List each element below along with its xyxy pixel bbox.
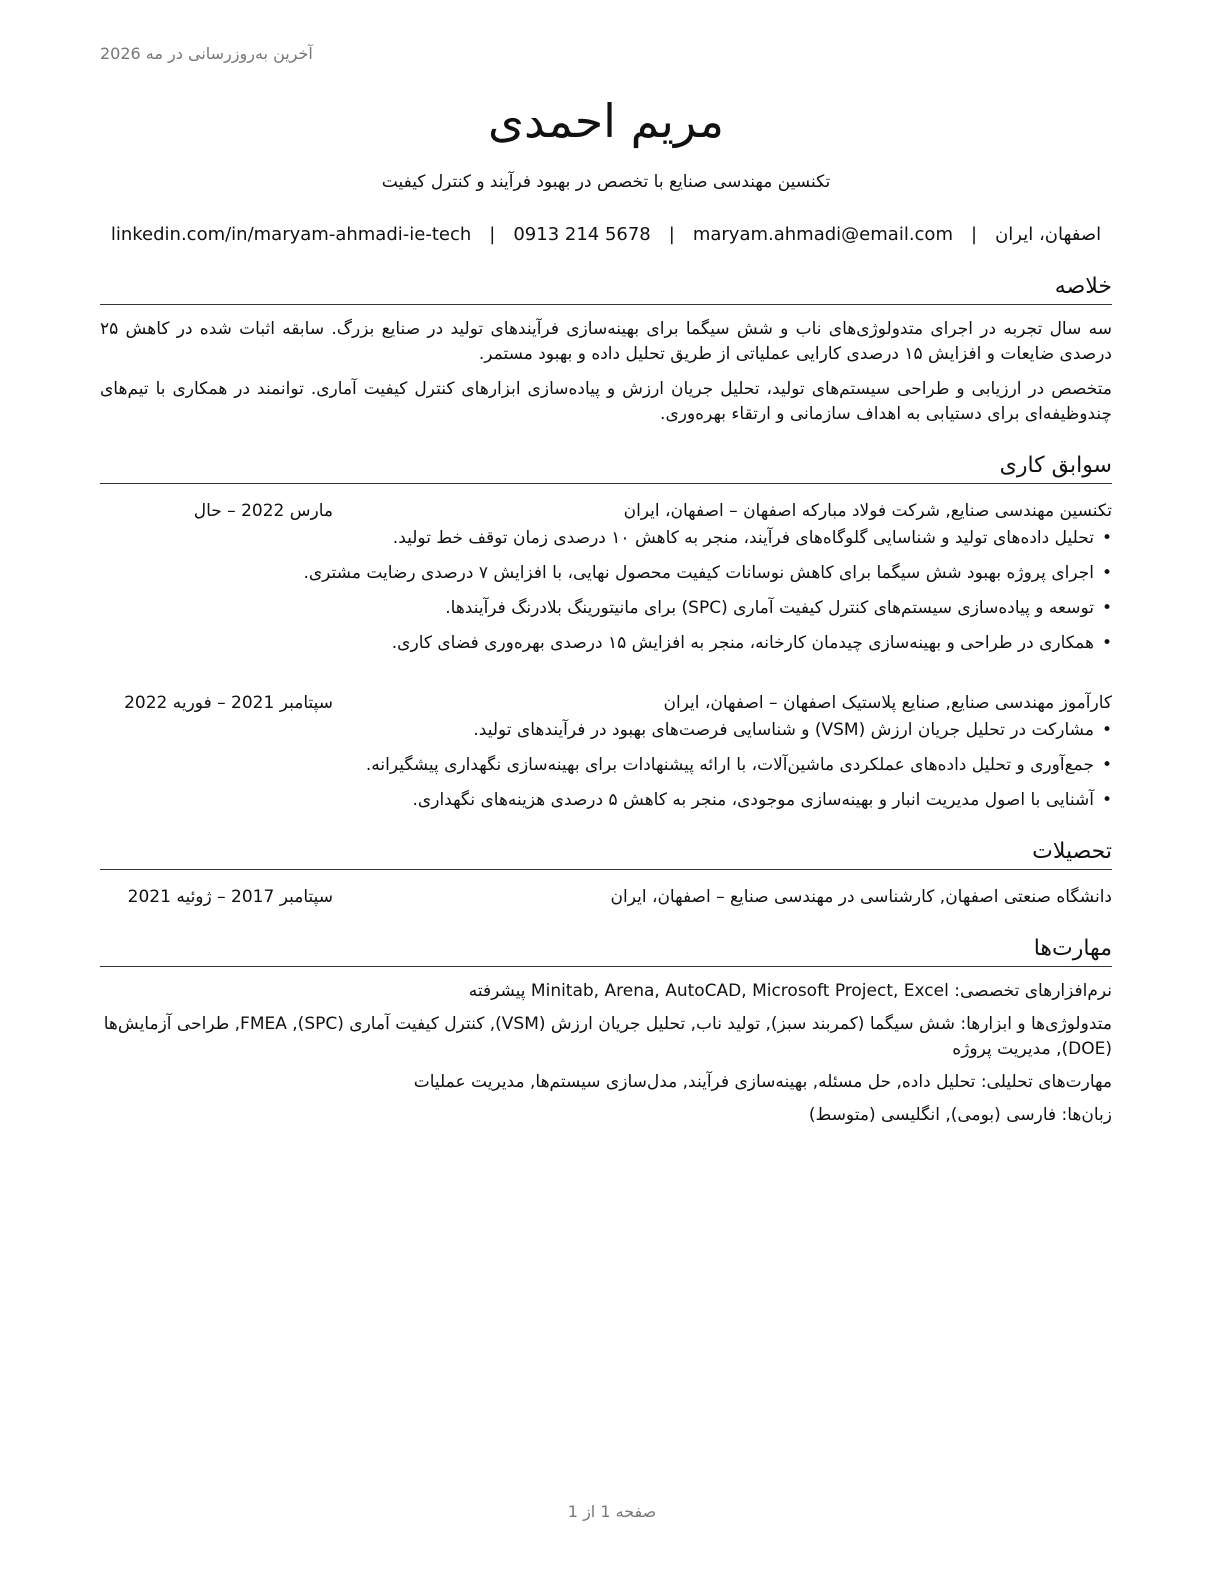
page-number: صفحه 1 از 1 [567, 1502, 657, 1521]
list-item [100, 631, 1112, 656]
achievement-text: تحلیل داده‌های تولید و شناسایی گلوگاه‌های فرآیند، منجر به کاهش ۱۰ درصدی زمان توقف خط تولید. [392, 528, 1094, 548]
skills-analytical: مهارت‌های تحلیلی: تحلیل داده, حل مسئله, بهینه‌سازی فرآیند, مدل‌سازی سیستم‌ها, مدیریت عملیات [413, 1072, 1112, 1092]
contact-location: اصفهان، ایران [995, 224, 1102, 245]
list-item [100, 596, 1112, 621]
bullet-icon: • [1101, 790, 1112, 810]
job-header [100, 498, 1112, 524]
bullet-icon: • [1101, 755, 1112, 775]
contact-linkedin[interactable]: linkedin.com/in/maryam-ahmadi-ie-tech [110, 224, 472, 245]
resume-page [100, 88, 1112, 1128]
job-entry [100, 690, 1112, 813]
contact-separator: | [668, 224, 675, 245]
candidate-name: مریم احمدی [487, 94, 725, 148]
bullet-icon: • [1101, 528, 1112, 548]
bullet-icon: • [1101, 563, 1112, 583]
job-entry [100, 498, 1112, 656]
skills-software: نرم‌افزارهای تخصصی: Minitab, Arena, AutoCAD, Microsoft Project, Excel پیشرفته [468, 981, 1112, 1001]
section-title-skills: مهارت‌ها [100, 934, 1112, 967]
achievement-text: توسعه و پیاده‌سازی سیستم‌های کنترل کیفیت آماری (SPC) برای مانیتورینگ بلادرنگ فرآیندها. [445, 598, 1094, 618]
achievement-text: آشنایی با اصول مدیریت انبار و بهینه‌سازی موجودی، منجر به کاهش ۵ درصدی هزینه‌های نگهداری. [412, 790, 1094, 810]
contact-phone: 0913 214 5678 [513, 224, 651, 245]
section-title-summary: خلاصه [100, 272, 1112, 305]
bullet-icon: • [1101, 633, 1112, 653]
job-achievements [100, 718, 1112, 813]
candidate-headline: تکنسین مهندسی صنایع با تخصص در بهبود فرآیند و کنترل کیفیت [381, 172, 831, 192]
contact-separator: | [970, 224, 978, 245]
section-title-experience: سوابق کاری [100, 451, 1112, 484]
list-item [100, 718, 1112, 743]
contact-separator: | [489, 224, 496, 245]
bullet-icon: • [1101, 598, 1112, 618]
skills-languages: زبان‌ها: فارسی (بومی), انگلیسی (متوسط) [808, 1105, 1112, 1125]
education-dates: سپتامبر 2017 – ژوئیه 2021 [127, 887, 333, 907]
job-title-company: کارآموز مهندسی صنایع, صنایع پلاستیک اصفهان – اصفهان، ایران [663, 693, 1112, 713]
job-achievements [100, 526, 1112, 656]
summary-paragraph: متخصص در ارزیابی و طراحی سیستم‌های تولید، تحلیل جریان ارزش و پیاده‌سازی ابزارهای کنترل کیفیت آماری. توانمند در همکاری با تیم‌های چندوظیفه‌ای برای دستیابی به اهداف سازمانی و ارتقاء بهره‌وری. [100, 379, 1112, 424]
achievement-text: مشارکت در تحلیل جریان ارزش (VSM) و شناسایی فرصت‌های بهبود در فرآیندهای تولید. [473, 720, 1094, 740]
section-title-education: تحصیلات [100, 837, 1112, 870]
last-updated-note: آخرین به‌روزرسانی در مه 2026 [100, 44, 313, 63]
summary-paragraph: سه سال تجربه در اجرای متدولوژی‌های ناب و شش سیگما برای بهینه‌سازی فرآیندهای تولید در صنایع بزرگ. سابقه اثبات شده در کاهش ۲۵ درصدی ضایعات و افزایش ۱۵ درصدی کارایی عملیاتی از طریق تحلیل داده و بهبود مستمر. [100, 319, 1112, 364]
bullet-icon: • [1101, 720, 1112, 740]
achievement-text: همکاری در طراحی و بهینه‌سازی چیدمان کارخانه، منجر به افزایش ۱۵ درصدی بهره‌وری فضای کاری. [391, 633, 1094, 653]
job-title-company: تکنسین مهندسی صنایع, شرکت فولاد مبارکه اصفهان – اصفهان، ایران [623, 501, 1112, 521]
achievement-text: اجرای پروژه بهبود شش سیگما برای کاهش نوسانات کیفیت محصول نهایی، با افزایش ۷ درصدی رضایت مشتری. [303, 563, 1094, 583]
job-dates: مارس 2022 – حال [193, 501, 333, 521]
job-dates: سپتامبر 2021 – فوریه 2022 [124, 693, 333, 713]
list-item [100, 561, 1112, 586]
achievement-text: جمع‌آوری و تحلیل داده‌های عملکردی ماشین‌آلات، با ارائه پیشنهادات برای بهینه‌سازی نگهداری پیشگیرانه. [365, 755, 1094, 775]
education-entry [100, 884, 1112, 910]
list-item [100, 788, 1112, 813]
contact-email[interactable]: maryam.ahmadi@email.com [692, 224, 953, 245]
skills-methodologies: متدولوژی‌ها و ابزارها: شش سیگما (کمربند سبز), تولید ناب, تحلیل جریان ارزش (VSM), کنترل کیفیت آماری (SPC), FMEA, طراحی آزمایش‌ها (DOE), مدیریت پروژه [103, 1014, 1112, 1059]
contact-line [100, 222, 1112, 248]
list-item [100, 753, 1112, 778]
job-header [100, 690, 1112, 716]
list-item [100, 526, 1112, 551]
education-institution-degree: دانشگاه صنعتی اصفهان, کارشناسی در مهندسی صنایع – اصفهان، ایران [610, 887, 1112, 907]
